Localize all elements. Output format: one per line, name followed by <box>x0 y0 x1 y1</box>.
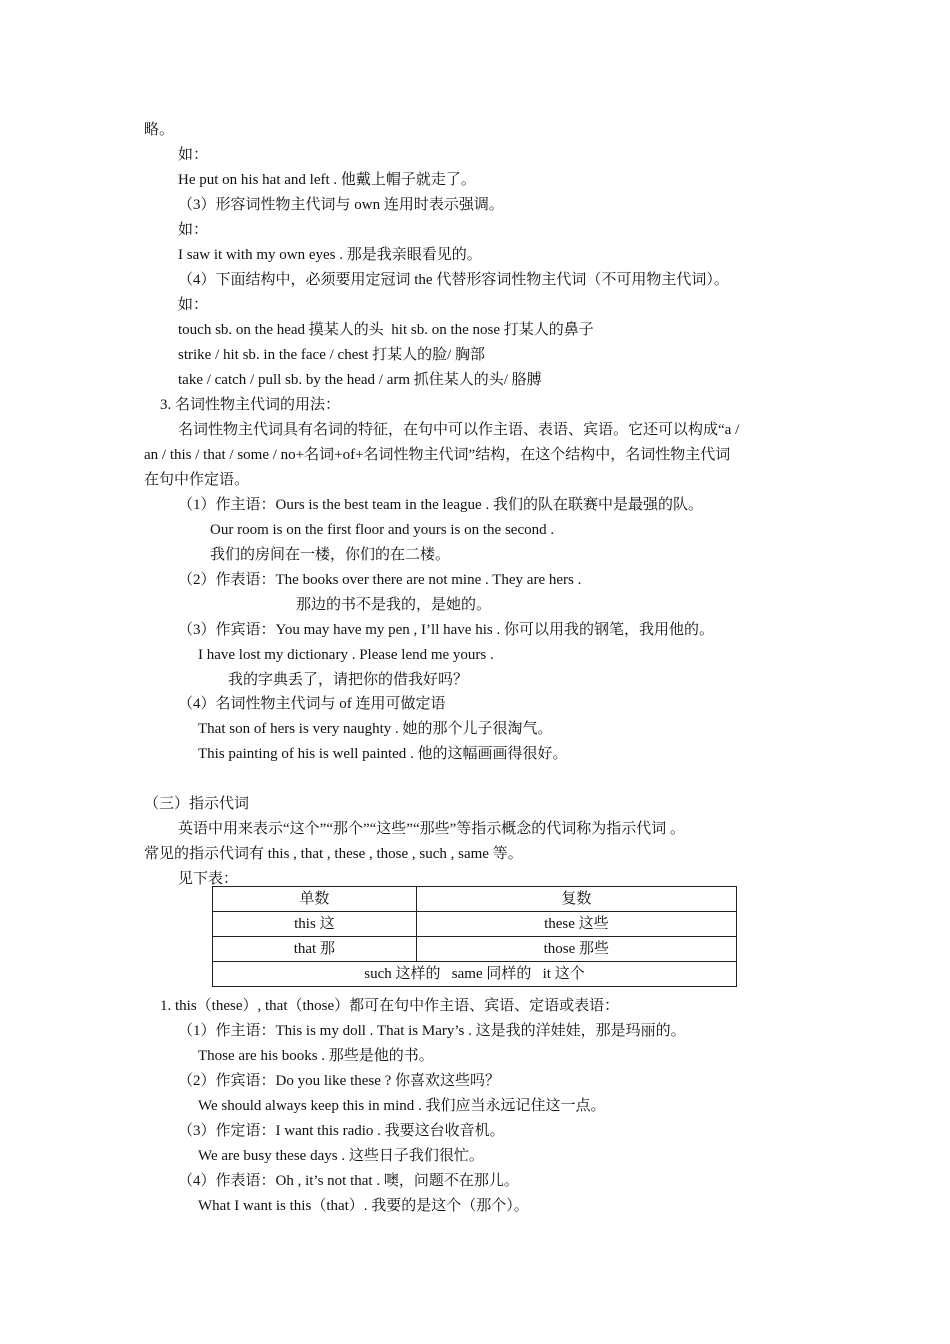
text-line: （2）作宾语：Do you like these ? 你喜欢这些吗？ <box>178 1073 501 1089</box>
text-line: This painting of his is well painted . 他的这幅画画得很好。 <box>198 746 568 762</box>
text-line: an / this / that / some / no+名词+of+名词性物主代词”结构，在这个结构中，名词性物主代词 <box>144 447 731 463</box>
text-line: 那边的书不是我的，是她的。 <box>296 597 492 613</box>
text-line: 如： <box>178 147 209 163</box>
text-line: （4）下面结构中，必须要用定冠词 the 代替形容词性物主代词（不可用物主代词）。 <box>178 272 729 288</box>
text-line: Those are his books . 那些是他的书。 <box>198 1048 434 1064</box>
text-line: 略。 <box>144 122 175 138</box>
text-line: We should always keep this in mind . 我们应当永远记住这一点。 <box>198 1098 606 1114</box>
text-line: （4）作表语：Oh , it’s not that . 噢，问题不在那儿。 <box>178 1173 519 1189</box>
text-line: 在句中作定语。 <box>144 472 250 488</box>
text-line: 名词性物主代词具有名词的特征，在句中可以作主语、表语、宾语。它还可以构成“a / <box>178 422 740 438</box>
text-line: （2）作表语：The books over there are not mine . They are hers . <box>178 572 582 588</box>
text-line: take / catch / pull sb. by the head / arm 抓住某人的头/ 胳膊 <box>178 372 542 388</box>
text-line: （1）作主语：Ours is the best team in the league . 我们的队在联赛中是最强的队。 <box>178 497 703 513</box>
table-header-cell: 单数 <box>213 887 417 912</box>
table-cell: that 那 <box>213 937 417 962</box>
text-line: 见下表： <box>178 871 239 887</box>
table-footer-cell: such 这样的 same 同样的 it 这个 <box>213 962 737 987</box>
text-line: （4）名词性物主代词与 of 连用可做定语 <box>178 696 446 712</box>
text-line: That son of hers is very naughty . 她的那个儿子很淘气。 <box>198 721 553 737</box>
text-line: We are busy these days . 这些日子我们很忙。 <box>198 1148 484 1164</box>
table-cell: this 这 <box>213 912 417 937</box>
text-line: （1）作主语：This is my doll . That is Mary’s . 这是我的洋娃娃，那是玛丽的。 <box>178 1023 686 1039</box>
table-footer-row <box>213 962 737 987</box>
text-line: 1. this（these）, that（those）都可在句中作主语、宾语、定语或表语： <box>160 998 620 1014</box>
text-line: 我的字典丢了，请把你的借我好吗？ <box>228 672 469 688</box>
demonstrative-pronoun-table <box>212 886 737 987</box>
text-line: touch sb. on the head 摸某人的头 hit sb. on the nose 打某人的鼻子 <box>178 322 594 338</box>
text-line: （3）作宾语：You may have my pen , I’ll have his . 你可以用我的钢笔，我用他的。 <box>178 622 714 638</box>
text-line: 常见的指示代词有 this , that , these , those , such , same 等。 <box>144 846 523 862</box>
text-line: （三）指示代词 <box>144 796 250 812</box>
text-line: strike / hit sb. in the face / chest 打某人的脸/ 胸部 <box>178 347 486 363</box>
text-line: Our room is on the first floor and yours is on the second . <box>210 522 555 538</box>
text-line: I have lost my dictionary . Please lend me yours . <box>198 647 494 663</box>
text-line: 我们的房间在一楼，你们的在二楼。 <box>210 547 451 563</box>
text-line: （3）形容词性物主代词与 own 连用时表示强调。 <box>178 197 504 213</box>
text-line: He put on his hat and left . 他戴上帽子就走了。 <box>178 172 476 188</box>
text-line: I saw it with my own eyes . 那是我亲眼看见的。 <box>178 247 482 263</box>
table-row <box>213 937 737 962</box>
text-line: 如： <box>178 297 209 313</box>
text-line: What I want is this（that）. 我要的是这个（那个）。 <box>198 1198 529 1214</box>
table-header-row <box>213 887 737 912</box>
text-line: 3. 名词性物主代词的用法： <box>160 397 341 413</box>
table-row <box>213 912 737 937</box>
table-cell: those 那些 <box>416 937 736 962</box>
text-line: （3）作定语：I want this radio . 我要这台收音机。 <box>178 1123 505 1139</box>
table-cell: these 这些 <box>416 912 736 937</box>
text-line: 如： <box>178 222 209 238</box>
table-header-cell: 复数 <box>416 887 736 912</box>
text-line: 英语中用来表示“这个”“那个”“这些”“那些”等指示概念的代词称为指示代词 。 <box>178 821 686 837</box>
